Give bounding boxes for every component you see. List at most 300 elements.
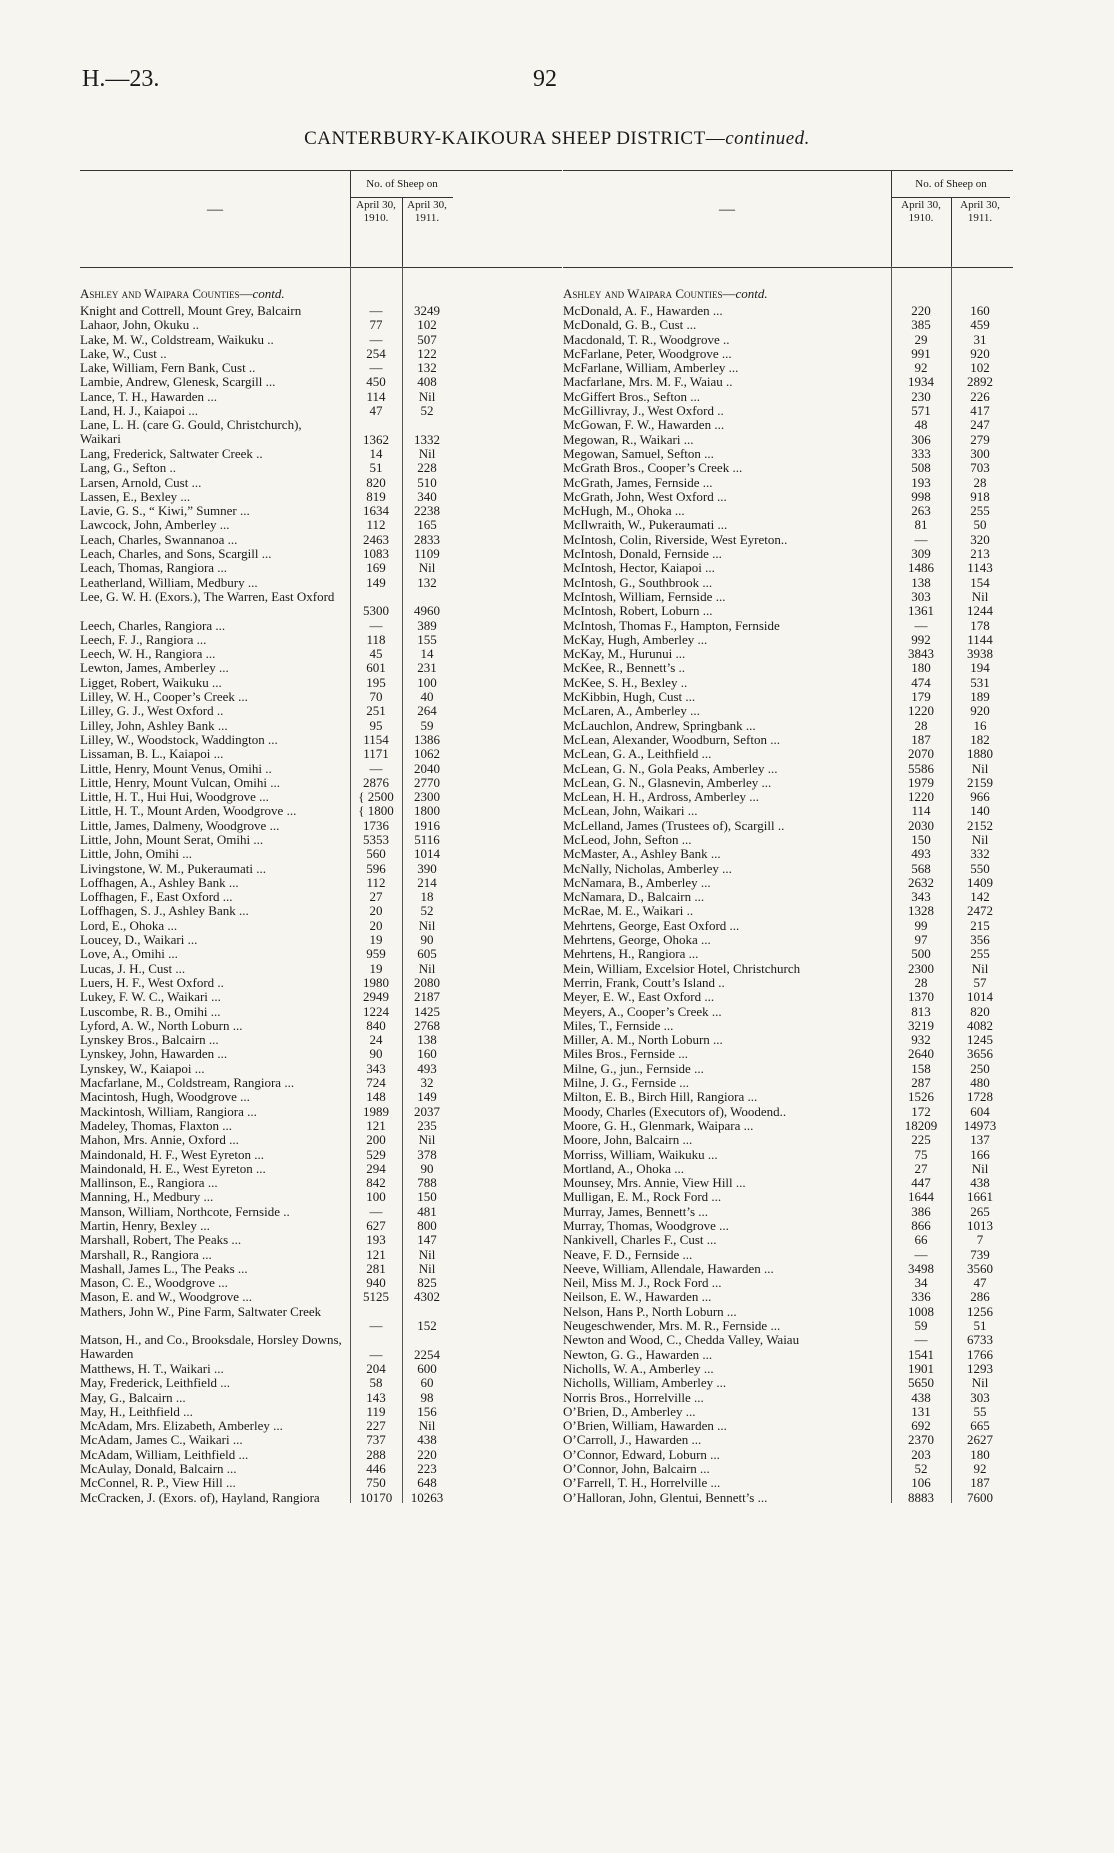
owner-name: Leach, Charles, Swannanoa ... <box>80 531 238 547</box>
sheep-1911: 215 <box>970 917 990 933</box>
table-row <box>563 661 1013 675</box>
sheep-1910: 149 <box>366 574 386 590</box>
owner-name: Nelson, Hans P., North Loburn ... <box>563 1303 737 1319</box>
sheep-1910: 303 <box>911 588 931 604</box>
sheep-1911: 32 <box>420 1075 434 1091</box>
sheep-1911: 187 <box>970 1475 990 1491</box>
owner-name: Macfarlane, Mrs. M. F., Waiau .. <box>563 374 733 390</box>
sheep-1911: 223 <box>417 1461 437 1477</box>
sheep-1911: 2238 <box>414 503 440 519</box>
sheep-1911: 1766 <box>967 1346 993 1362</box>
sheep-1910: 294 <box>366 1160 386 1176</box>
table-row <box>80 1076 562 1090</box>
owner-name: Lilley, John, Ashley Bank ... <box>80 717 228 733</box>
owner-name: Leech, W. H., Rangiora ... <box>80 646 216 662</box>
table-row <box>563 704 1013 718</box>
sheep-1910: 1083 <box>363 546 389 562</box>
sheep-1910: 1989 <box>363 1103 389 1119</box>
sheep-1910: 493 <box>911 846 931 862</box>
sheep-1911: 51 <box>973 1318 987 1334</box>
owner-name: Leech, Charles, Rangiora ... <box>80 617 226 633</box>
sheep-1910: — <box>369 1318 383 1334</box>
sheep-1910: 75 <box>914 1146 928 1162</box>
owner-name: Neilson, E. W., Hawarden ... <box>563 1289 712 1305</box>
table-row <box>80 1133 562 1147</box>
table-row <box>563 962 1013 976</box>
sheep-1910: 1008 <box>908 1303 934 1319</box>
sheep-1911: 665 <box>970 1418 990 1434</box>
sheep-1911: Nil <box>418 1246 436 1262</box>
sheep-1910: 29 <box>914 331 928 347</box>
sheep-1911: 152 <box>417 1318 437 1334</box>
sheep-1910: 112 <box>366 874 386 890</box>
sheep-1910: 112 <box>366 517 386 533</box>
owner-name: Ligget, Robert, Waikuku ... <box>80 674 222 690</box>
owner-name: Martin, Henry, Bexley ... <box>80 1218 210 1233</box>
owner-name: Lucas, J. H., Cust ... <box>80 960 186 976</box>
sheep-1910: 143 <box>366 1389 386 1405</box>
sheep-1910: 227 <box>366 1418 386 1434</box>
sheep-1910: 204 <box>366 1360 386 1376</box>
table-row <box>80 962 562 976</box>
sheep-1910: 1361 <box>908 603 934 619</box>
table-row <box>563 833 1013 847</box>
sheep-1910: 5300 <box>363 603 389 619</box>
owner-name: Lance, T. H., Hawarden ... <box>80 388 218 404</box>
table-row <box>563 719 1013 733</box>
owner-name: Lake, William, Fern Bank, Cust .. <box>80 360 256 376</box>
table-row <box>563 1248 1013 1262</box>
table-row <box>563 1219 1013 1233</box>
sheep-1911: 300 <box>970 445 990 461</box>
sheep-1911: 1916 <box>414 817 440 833</box>
sheep-1910: — <box>369 331 383 347</box>
owner-name: Merrin, Frank, Coutt’s Island .. <box>563 974 725 990</box>
table-row <box>80 576 562 590</box>
sheep-1910: 187 <box>911 731 931 747</box>
sheep-1910: 438 <box>911 1389 931 1405</box>
table-row <box>80 1233 562 1247</box>
owner-name: Luers, H. F., West Oxford .. <box>80 974 224 990</box>
sheep-1911: 2768 <box>414 1017 440 1033</box>
table-row <box>563 676 1013 690</box>
owner-name: McRae, M. E., Waikari .. <box>563 903 694 919</box>
sheep-1910: 288 <box>366 1446 386 1462</box>
owner-name: Mahon, Mrs. Annie, Oxford ... <box>80 1132 239 1148</box>
owner-name: Lilley, W., Woodstock, Waddington ... <box>80 731 278 747</box>
owner-name: Little, John, Mount Serat, Omihi ... <box>80 831 264 847</box>
sheep-1911: 1245 <box>967 1032 993 1048</box>
sheep-1911: 189 <box>970 689 990 705</box>
owner-name: McIntosh, Thomas F., Hampton, Fernside <box>563 617 780 633</box>
sheep-1910: 169 <box>366 560 386 576</box>
table-row <box>563 447 1013 461</box>
owner-name: Mathers, John W., Pine Farm, Saltwater Creek <box>80 1303 322 1319</box>
sheep-1911: 142 <box>970 889 990 905</box>
table-row <box>563 1076 1013 1090</box>
owner-name: McIntosh, Hector, Kaiapoi ... <box>563 560 715 576</box>
sheep-1910: 750 <box>366 1475 386 1491</box>
sheep-1910: 560 <box>366 846 386 862</box>
table-row <box>563 1047 1013 1061</box>
sheep-1911: 182 <box>970 731 990 747</box>
owner-name: McAulay, Donald, Balcairn ... <box>80 1461 237 1477</box>
sheep-1910: 1486 <box>908 560 934 576</box>
table-row <box>80 733 562 747</box>
table-row <box>80 890 562 904</box>
owner-name: Moore, G. H., Glenmark, Waipara ... <box>563 1117 754 1133</box>
owner-name: Land, H. J., Kaiapoi ... <box>80 403 199 419</box>
table-row <box>563 1105 1013 1119</box>
sheep-1910: 627 <box>366 1218 386 1233</box>
table-row <box>563 733 1013 747</box>
owner-name: Loffhagen, A., Ashley Bank ... <box>80 874 239 890</box>
sheep-1911: 166 <box>970 1146 990 1162</box>
table-row <box>80 1405 562 1419</box>
owner-name: Miles Bros., Fernside ... <box>563 1046 688 1062</box>
table-row <box>80 1248 562 1262</box>
sheep-1911: Nil <box>971 588 989 604</box>
owner-name: O’Carroll, J., Hawarden ... <box>563 1432 702 1448</box>
sheep-1910: 118 <box>366 631 386 647</box>
owner-name: Milne, G., jun., Fernside ... <box>563 1060 704 1076</box>
table-row <box>80 1033 562 1047</box>
sheep-1911: 132 <box>417 574 437 590</box>
table-row <box>80 833 562 847</box>
owner-name: Neave, F. D., Fernside ... <box>563 1246 693 1262</box>
sheep-1910: 90 <box>369 1046 383 1062</box>
sheep-1911: 138 <box>417 1032 437 1048</box>
sheep-1910: 8883 <box>908 1489 934 1505</box>
sheep-1911: 3938 <box>967 646 993 662</box>
table-row <box>80 390 562 404</box>
sheep-1911: 1800 <box>414 803 440 819</box>
table-row <box>80 418 562 447</box>
table-row <box>563 1362 1013 1376</box>
sheep-1911: 100 <box>417 674 437 690</box>
sheep-1910: 20 <box>369 917 383 933</box>
sheep-1910: 601 <box>366 660 386 676</box>
table-row <box>80 990 562 1004</box>
sheep-1911: 264 <box>417 703 437 719</box>
table-row <box>80 619 562 633</box>
owner-name: Leech, F. J., Rangiora ... <box>80 631 207 647</box>
sheep-1910: 2300 <box>908 960 934 976</box>
sheep-1911: 6733 <box>967 1332 993 1348</box>
sheep-1910: 571 <box>911 403 931 419</box>
sheep-1911: 493 <box>417 1060 437 1076</box>
table-row <box>80 804 562 818</box>
table-row <box>80 347 562 361</box>
sheep-1911: Nil <box>418 1260 436 1276</box>
owner-name: McFarlane, William, Amberley ... <box>563 360 739 376</box>
table-row <box>80 476 562 490</box>
sheep-1911: 648 <box>417 1475 437 1491</box>
sheep-1911: 132 <box>417 360 437 376</box>
sheep-1910: 306 <box>911 431 931 447</box>
table-row <box>563 1148 1013 1162</box>
owner-name: McLaren, A., Amberley ... <box>563 703 700 719</box>
sheep-1910: 2949 <box>363 989 389 1005</box>
owner-name: McAdam, Mrs. Elizabeth, Amberley ... <box>80 1418 283 1434</box>
owner-name: McFarlane, Peter, Woodgrove ... <box>563 345 732 361</box>
sheep-1910: 2640 <box>908 1046 934 1062</box>
table-row <box>80 318 562 332</box>
table-row <box>80 547 562 561</box>
sheep-1910: 447 <box>911 1175 931 1191</box>
table-row <box>80 1448 562 1462</box>
sheep-1911: 2472 <box>967 903 993 919</box>
sheep-1910: — <box>369 360 383 376</box>
owner-name: O’Brien, William, Hawarden ... <box>563 1418 727 1434</box>
sheep-1911: 1144 <box>967 631 993 647</box>
table-row <box>80 1105 562 1119</box>
sheep-1911: 2187 <box>414 989 440 1005</box>
table-row <box>563 404 1013 418</box>
sheep-1910: 450 <box>366 374 386 390</box>
sheep-1910: 287 <box>911 1075 931 1091</box>
table-row <box>563 990 1013 1004</box>
table-row <box>80 1305 562 1334</box>
table-row <box>563 1333 1013 1347</box>
sheep-1911: 4082 <box>967 1017 993 1033</box>
table-row <box>80 776 562 790</box>
sheep-1911: 1014 <box>967 989 993 1005</box>
sheep-1910: 940 <box>366 1275 386 1291</box>
sheep-1911: 194 <box>970 660 990 676</box>
sheep-1910: { 1800 <box>358 803 394 819</box>
sheep-1910: 27 <box>369 889 383 905</box>
sheep-1910: 3843 <box>908 646 934 662</box>
sheep-1911: 825 <box>417 1275 437 1291</box>
table-row <box>80 747 562 761</box>
table-row <box>563 590 1013 604</box>
sheep-1911: 7 <box>976 1232 984 1248</box>
sheep-1910: 193 <box>366 1232 386 1248</box>
owner-name: McIntosh, Donald, Fernside ... <box>563 546 722 562</box>
sheep-1911: 255 <box>970 503 990 519</box>
sheep-1910: 724 <box>366 1075 386 1091</box>
owner-name: Mason, C. E., Woodgrove ... <box>80 1275 228 1291</box>
owner-name: Lewton, James, Amberley ... <box>80 660 229 676</box>
owner-name: Maindonald, H. F., West Eyreton ... <box>80 1146 264 1162</box>
owner-name: McIntosh, Colin, Riverside, West Eyreton.. <box>563 531 788 547</box>
sheep-1911: 247 <box>970 417 990 433</box>
sheep-1910: 14 <box>369 445 383 461</box>
sheep-1911: 507 <box>417 331 437 347</box>
table-row <box>563 1305 1013 1319</box>
sheep-1911: 459 <box>970 317 990 333</box>
owner-name: Lang, G., Sefton .. <box>80 460 177 476</box>
sheep-1910: 77 <box>369 317 383 333</box>
sheep-1911: 2627 <box>967 1432 993 1448</box>
sheep-1910: 1644 <box>908 1189 934 1205</box>
sheep-1911: Nil <box>971 960 989 976</box>
owner-name: McAdam, James C., Waikari ... <box>80 1432 243 1448</box>
table-row <box>563 1448 1013 1462</box>
sheep-1910: 568 <box>911 860 931 876</box>
table-row <box>563 333 1013 347</box>
table-row <box>80 790 562 804</box>
table-row <box>80 661 562 675</box>
owner-name: Lee, G. W. H. (Exors.), The Warren, East Oxford <box>80 588 335 604</box>
owner-name: Mackintosh, William, Rangiora ... <box>80 1103 257 1119</box>
sheep-1911: 16 <box>973 717 987 733</box>
owner-name: Luscombe, R. B., Omihi ... <box>80 1003 221 1019</box>
table-row <box>563 1491 1013 1505</box>
owner-name: McLean, G. N., Gola Peaks, Amberley ... <box>563 760 778 776</box>
table-row <box>563 890 1013 904</box>
owner-name: Lukey, F. W. C., Waikari ... <box>80 989 221 1005</box>
sheep-1911: 18 <box>420 889 434 905</box>
sheep-1911: 1386 <box>414 731 440 747</box>
table-row <box>80 847 562 861</box>
sheep-1910: 138 <box>911 574 931 590</box>
owner-name: McHugh, M., Ohoka ... <box>563 503 685 519</box>
sheep-1911: 1256 <box>967 1303 993 1319</box>
sheep-1910: 19 <box>369 932 383 948</box>
owner-name: Lang, Frederick, Saltwater Creek .. <box>80 445 263 461</box>
sheep-1910: 18209 <box>904 1117 938 1133</box>
table-row <box>563 1162 1013 1176</box>
owner-name: Macdonald, T. R., Woodgrove .. <box>563 331 730 347</box>
sheep-1910: 19 <box>369 960 383 976</box>
table-row <box>80 762 562 776</box>
sheep-1911: 57 <box>973 974 987 990</box>
owner-name: Matthews, H. T., Waikari ... <box>80 1360 224 1376</box>
sheep-1910: 2030 <box>908 817 934 833</box>
sheep-1910: 998 <box>911 488 931 504</box>
sheep-1910: 179 <box>911 689 931 705</box>
sheep-1911: 920 <box>970 345 990 361</box>
table-row <box>563 647 1013 661</box>
sheep-1910: 47 <box>369 403 383 419</box>
sheep-1910: 51 <box>369 460 383 476</box>
sheep-1911: 50 <box>973 517 987 533</box>
owner-name: McNamara, D., Balcairn ... <box>563 889 705 905</box>
sheep-1911: 3560 <box>967 1260 993 1276</box>
owner-name: Matson, H., and Co., Brooksdale, Horsley Downs, Hawarden <box>80 1332 342 1362</box>
sheep-1911: 2159 <box>967 774 993 790</box>
table-row <box>80 1462 562 1476</box>
header-col-1911: April 30, 1911. <box>407 199 447 224</box>
sheep-1911: 155 <box>417 631 437 647</box>
sheep-1911: 320 <box>970 531 990 547</box>
sheep-1911: 531 <box>970 674 990 690</box>
table-row <box>563 919 1013 933</box>
sheep-1910: 1220 <box>908 789 934 805</box>
sheep-1910: 119 <box>366 1403 386 1419</box>
owner-name: Leatherland, William, Medbury ... <box>80 574 258 590</box>
owner-name: O’Farrell, T. H., Horrelville ... <box>563 1475 721 1491</box>
table-row <box>563 1176 1013 1190</box>
table-row <box>80 1019 562 1033</box>
sheep-1911: 55 <box>973 1403 987 1419</box>
table-row <box>80 375 562 389</box>
sheep-1910: 200 <box>366 1132 386 1148</box>
sheep-1911: 739 <box>970 1246 990 1262</box>
sheep-1910: 529 <box>366 1146 386 1162</box>
sheep-1911: 788 <box>417 1175 437 1191</box>
sheep-1910: 866 <box>911 1218 931 1233</box>
owner-name: Lahaor, John, Okuku .. <box>80 317 199 333</box>
owner-name: Lynskey, W., Kaiapoi ... <box>80 1060 205 1076</box>
table-row <box>563 862 1013 876</box>
sheep-1910: — <box>369 617 383 633</box>
sheep-1911: Nil <box>418 388 436 404</box>
table-row <box>80 1090 562 1104</box>
owner-name: Loucey, D., Waikari ... <box>80 932 198 948</box>
sheep-1910: 596 <box>366 860 386 876</box>
table-row <box>563 561 1013 575</box>
table-row <box>563 1290 1013 1304</box>
sheep-1911: 2040 <box>414 760 440 776</box>
table-row <box>563 1462 1013 1476</box>
sheep-1910: 3219 <box>908 1017 934 1033</box>
sheep-1911: 59 <box>420 717 434 733</box>
sheep-1911: 2080 <box>414 974 440 990</box>
sheep-1911: 228 <box>417 460 437 476</box>
table-row <box>80 719 562 733</box>
sheep-1910: 1171 <box>363 746 389 762</box>
sheep-1911: 235 <box>417 1117 437 1133</box>
table-row <box>563 947 1013 961</box>
table-row <box>563 933 1013 947</box>
sheep-1910: 203 <box>911 1446 931 1462</box>
table-row <box>80 461 562 475</box>
sheep-1910: 692 <box>911 1418 931 1434</box>
owner-name: McIlwraith, W., Pukeraumati ... <box>563 517 728 533</box>
sheep-1911: 154 <box>970 574 990 590</box>
sheep-1911: 231 <box>417 660 437 676</box>
header-blank-cell: — <box>207 201 223 218</box>
owner-name: McNamara, B., Amberley ... <box>563 874 711 890</box>
owner-name: McLean, John, Waikari ... <box>563 803 698 819</box>
owner-name: Meyers, A., Cooper’s Creek ... <box>563 1003 722 1019</box>
owner-name: Leach, Charles, and Sons, Scargill ... <box>80 546 272 562</box>
table-row <box>80 304 562 318</box>
header-col-1911: April 30, 1911. <box>960 199 1000 224</box>
sheep-1911: 481 <box>417 1203 437 1219</box>
table-row <box>563 1262 1013 1276</box>
table-row <box>563 490 1013 504</box>
sheep-1910: 1526 <box>908 1089 934 1105</box>
table-row <box>80 976 562 990</box>
sheep-1911: Nil <box>418 1418 436 1434</box>
table-row <box>563 604 1013 618</box>
sheep-1911: 28 <box>973 474 987 490</box>
sheep-1910: 813 <box>911 1003 931 1019</box>
sheep-1911: 480 <box>970 1075 990 1091</box>
owner-name: Mason, E. and W., Woodgrove ... <box>80 1289 253 1305</box>
sheep-1910: 1979 <box>908 774 934 790</box>
table-row <box>80 1119 562 1133</box>
sheep-1910: 1736 <box>363 817 389 833</box>
sheep-1910: 230 <box>911 388 931 404</box>
owner-name: Lilley, G. J., West Oxford .. <box>80 703 224 719</box>
owner-name: Love, A., Omihi ... <box>80 946 178 962</box>
table-row <box>80 947 562 961</box>
table-row <box>80 676 562 690</box>
table-row <box>80 1062 562 1076</box>
sheep-1911: 52 <box>420 403 434 419</box>
section-heading-contd: contd. <box>735 286 768 301</box>
table-row <box>563 361 1013 375</box>
owner-name: McConnel, R. P., View Hill ... <box>80 1475 236 1491</box>
table-row <box>80 1205 562 1219</box>
sheep-1910: 150 <box>911 831 931 847</box>
owner-name: Newton and Wood, C., Chedda Valley, Waiau <box>563 1332 800 1348</box>
